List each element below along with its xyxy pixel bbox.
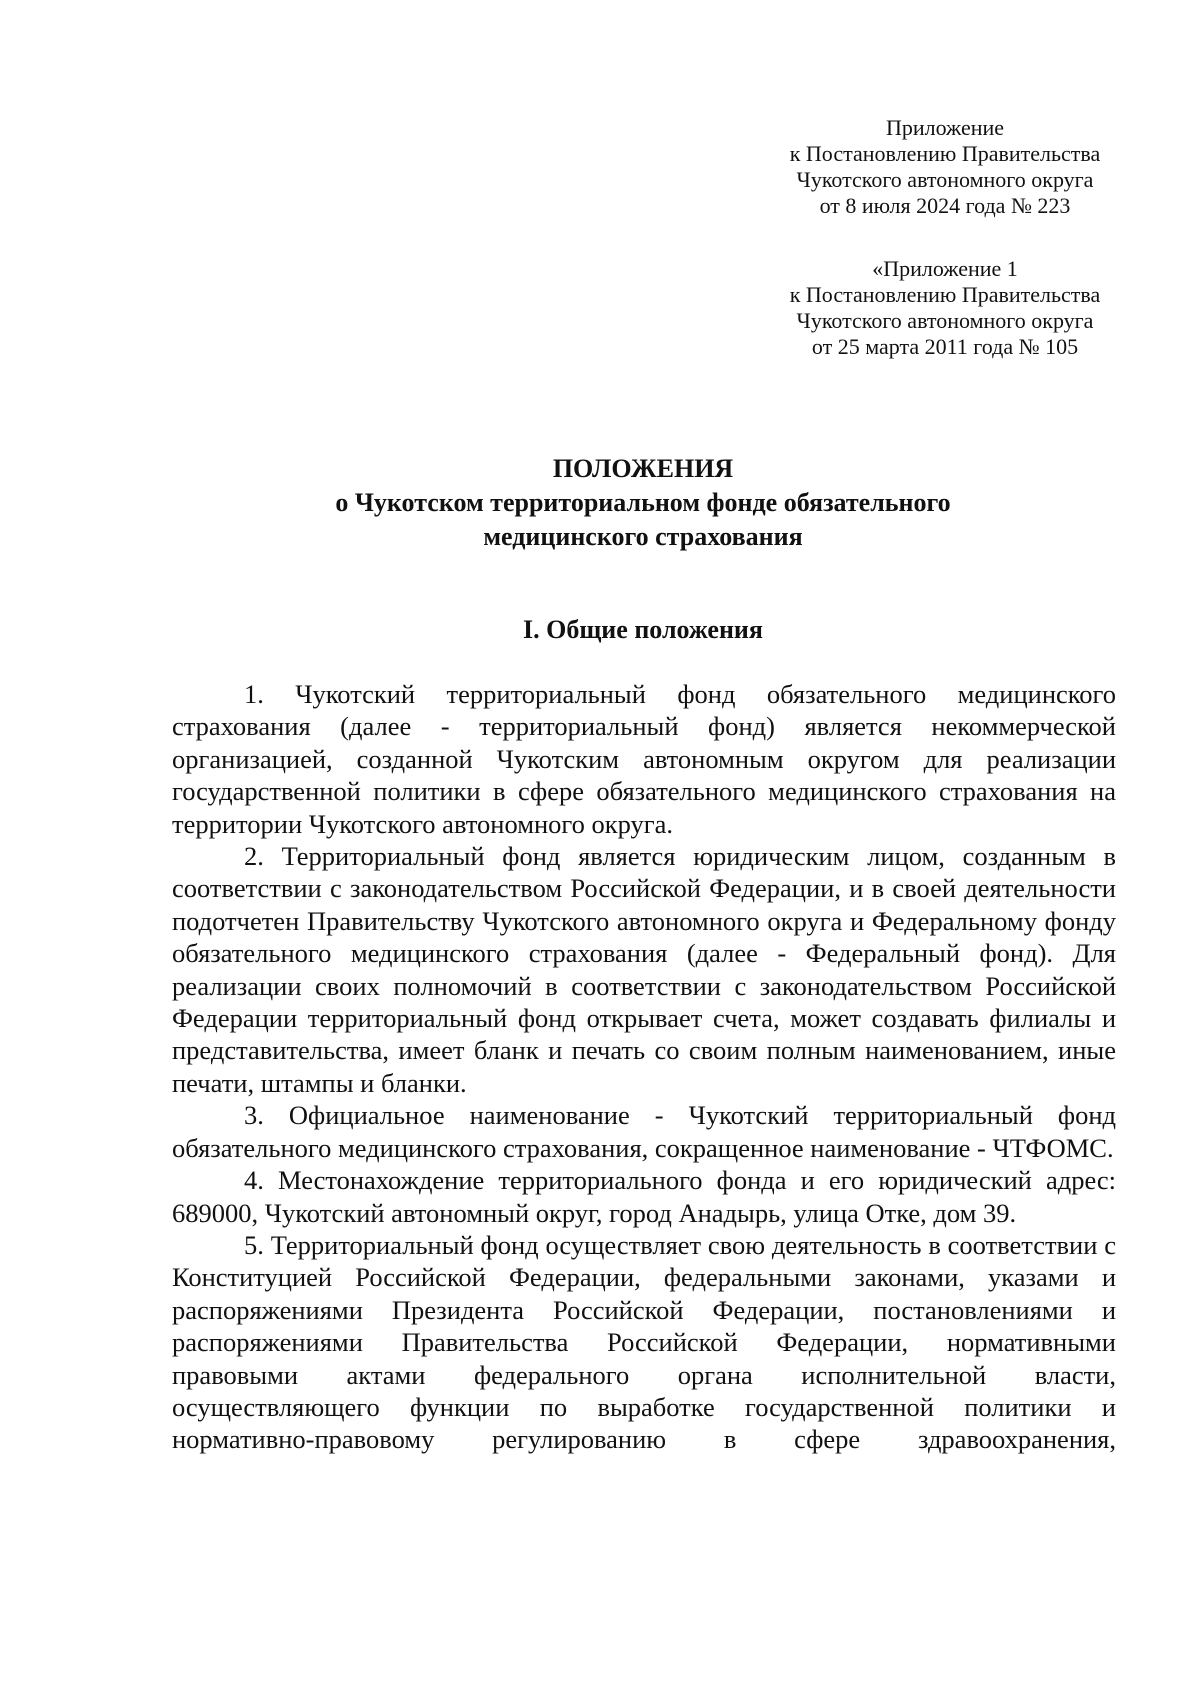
paragraph-1: 1. Чукотский территориальный фонд обязательного медицинского страхования (далее - территориальный фонд) является некоммерческой организацией, созданной Чукотским автономным округом для реализации государственной политики в сфере обязательного медицинского страхования на территории Чукотского автономного округа. <box>172 679 1116 839</box>
document-title <box>170 452 1116 554</box>
appendix-reference-2011 <box>760 256 1130 360</box>
document-body <box>172 678 1116 1456</box>
appendix-line: «Приложение 1 <box>872 256 1018 281</box>
appendix-line: от 25 марта 2011 года № 105 <box>811 334 1079 359</box>
appendix-line: от 8 июля 2024 года № 223 <box>819 193 1071 218</box>
appendix-line: Чукотского автономного округа <box>796 167 1094 192</box>
section-heading: I. Общие положения <box>523 615 763 644</box>
appendix-reference-2024 <box>760 115 1130 219</box>
paragraph-2: 2. Территориальный фонд является юридическим лицом, созданным в соответствии с законодательством Российской Федерации, и в своей деятельности подотчетен Правительству Чукотского автономного округа и Федеральному фонду обязательного медицинского страхования (далее - Федеральный фонд). Для реализации своих полномочий в соответствии с законодательством Российской Федерации территориальный фонд открывает счета, может создавать филиалы и представительства, имеет бланк и печать со своим полным наименованием, иные печати, штампы и бланки. <box>172 841 1116 1098</box>
title-line: медицинского страхования <box>483 522 803 551</box>
paragraph-4: 4. Местонахождение территориального фонда и его юридический адрес: 689000, Чукотский автономный округ, город Анадырь, улица Отке, дом 39. <box>172 1165 1116 1228</box>
paragraph-5: 5. Территориальный фонд осуществляет свою деятельность в соответствии с Конституцией Российской Федерации, федеральными законами, указами и распоряжениями Президента Российской Федерации, постановлениями и распоряжениями Правительства Российской Федерации, нормативными правовыми актами федерального органа исполнительной власти, осуществляющего функции по выработке государственной политики и нормативно-правовому регулированию в сфере здравоохранения, <box>172 1229 1116 1455</box>
appendix-line: к Постановлению Правительства <box>789 282 1101 307</box>
appendix-line: Чукотского автономного округа <box>796 308 1094 333</box>
paragraph-3: 3. Официальное наименование - Чукотский территориальный фонд обязательного медицинского страхования, сокращенное наименование - ЧТФОМС. <box>172 1100 1116 1163</box>
title-line: ПОЛОЖЕНИЯ <box>552 454 734 483</box>
title-line: о Чукотском территориальном фонде обязательного <box>335 488 951 517</box>
appendix-line: Приложение <box>885 115 1005 140</box>
appendix-line: к Постановлению Правительства <box>789 141 1101 166</box>
